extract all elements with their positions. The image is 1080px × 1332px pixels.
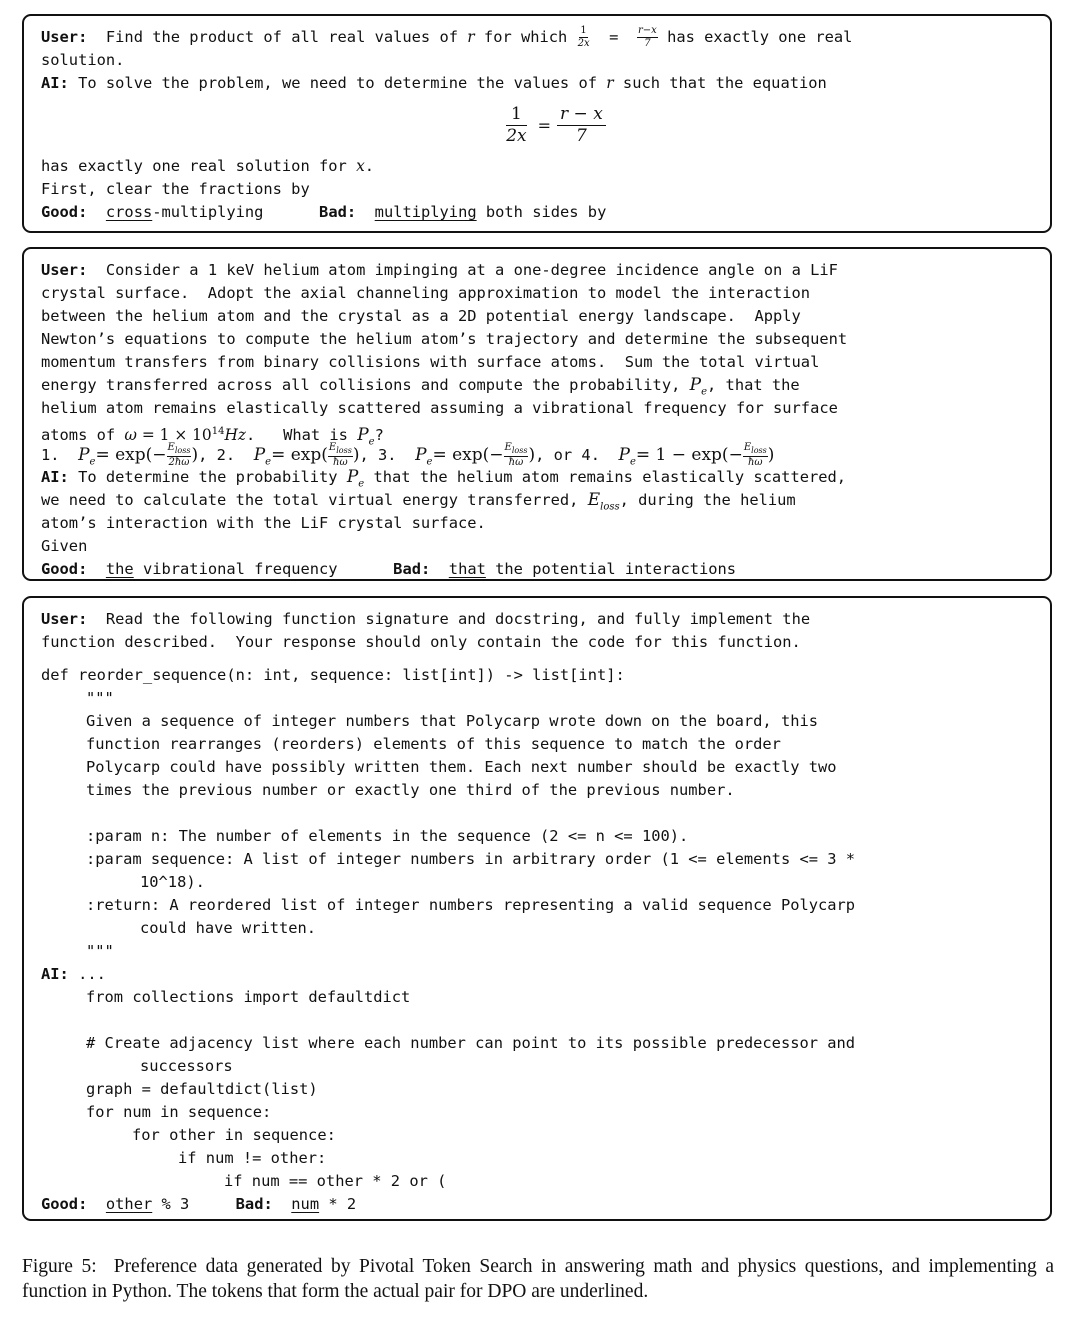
preference-pair bbox=[41, 558, 1034, 581]
question-text: crystal surface. Adopt the axial channeling approximation to model the interaction bbox=[41, 284, 811, 302]
user-label: User: bbox=[41, 610, 88, 628]
math-var: r bbox=[467, 28, 475, 46]
code-line: for num in sequence: bbox=[86, 1103, 272, 1121]
code-line: :return: A reordered list of integer numbers representing a valid sequence Polycarp bbox=[86, 896, 856, 914]
fraction-denominator: 2x bbox=[506, 125, 527, 146]
math-expr: = 1 × 10 bbox=[136, 426, 212, 445]
example-box-code bbox=[22, 596, 1052, 1221]
question-text: solution. bbox=[41, 51, 125, 69]
math-var: x bbox=[356, 157, 365, 175]
code-line: could have written. bbox=[140, 919, 317, 937]
math-pe bbox=[346, 467, 365, 490]
fraction-numerator: r−x bbox=[638, 25, 657, 36]
question-text: Find the product of all real values of bbox=[105, 28, 458, 46]
bad-token: multiplying bbox=[374, 203, 477, 221]
preference-pair bbox=[41, 201, 1034, 224]
equals-sign: = bbox=[609, 28, 619, 46]
ai-label: AI: bbox=[41, 74, 69, 92]
code-line: function rearranges (reorders) elements of this sequence to match the order bbox=[86, 735, 781, 753]
preference-pair bbox=[41, 1193, 1034, 1216]
example-box-math bbox=[22, 14, 1052, 233]
math-var: P bbox=[78, 445, 90, 465]
inline-fraction bbox=[167, 443, 192, 468]
answer-text: such that the equation bbox=[622, 74, 827, 92]
math-pe bbox=[253, 445, 272, 468]
fraction-denominator: 2ħω bbox=[168, 457, 190, 468]
bad-continuation: both sides by bbox=[476, 203, 607, 221]
user-label: User: bbox=[41, 28, 88, 46]
code-line: ... bbox=[78, 965, 106, 983]
fraction-numerator bbox=[328, 443, 353, 457]
question-text: momentum transfers from binary collisions with surface atoms. Sum the total virtual bbox=[41, 353, 820, 371]
math-subscript: e bbox=[89, 456, 96, 468]
math-expr: = 1 − exp(− bbox=[635, 445, 743, 465]
math-subscript: loss bbox=[751, 446, 767, 455]
inline-fraction bbox=[577, 26, 591, 49]
answer-text: To determine the probability bbox=[78, 468, 338, 486]
example-box-physics bbox=[22, 247, 1052, 581]
fraction-denominator: ħω bbox=[333, 457, 348, 468]
figure-label: Figure 5: bbox=[22, 1256, 97, 1277]
fraction-numerator: 1 bbox=[580, 25, 587, 36]
answer-text: that the helium atom remains elastically scattered, bbox=[373, 468, 847, 486]
math-var: ω bbox=[124, 426, 137, 445]
math-subscript: e bbox=[629, 456, 636, 468]
code-line: from collections import defaultdict bbox=[86, 988, 411, 1006]
code-line: :param sequence: A list of integer numbers in arbitrary order (1 <= elements <= 3 * bbox=[86, 850, 856, 868]
inline-fraction bbox=[328, 443, 353, 468]
code-line: if num == other * 2 or ( bbox=[224, 1172, 447, 1190]
code-line: # Create adjacency list where each number can point to its possible predecessor and bbox=[86, 1034, 856, 1052]
question-text: energy transferred across all collisions and compute the probability, bbox=[41, 376, 681, 394]
bad-label: Bad: bbox=[235, 1195, 273, 1213]
answer-options: 1. $P_e= \exp(-$ $\frac{E_{loss}}{2ħ\omega}$ ), 2. $P_e= \exp$( $\frac{E_{loss}}{ħ\omega}$ ), 3. $P_e= \exp(-$ $\frac{E_{loss}}{ħ\omega}$ ), or 4. $P_e= 1 - \exp(-$ $\frac{E_{loss}}{ħ\omega}$ ) bbox=[41, 442, 775, 468]
question-text: has exactly one real bbox=[667, 28, 853, 46]
math-eloss bbox=[587, 490, 620, 513]
math-unit: Hz bbox=[224, 426, 246, 445]
code-line: def reorder_sequence(n: int, sequence: list[int]) -> list[int]: bbox=[41, 666, 625, 684]
math-expr: = exp(− bbox=[432, 445, 504, 465]
math-subscript: loss bbox=[174, 446, 191, 455]
fraction-denominator: 7 bbox=[575, 125, 587, 146]
math-pe bbox=[415, 445, 433, 468]
good-token: the bbox=[105, 560, 134, 578]
math-expr: ) bbox=[191, 445, 199, 465]
question-text: function described. Your response should only contain the code for this function. bbox=[41, 633, 801, 651]
math-subscript: e bbox=[358, 478, 365, 490]
math-var: E bbox=[167, 442, 175, 453]
good-token: cross bbox=[105, 203, 153, 221]
fraction-numerator: 1 bbox=[506, 106, 527, 126]
good-continuation: % 3 bbox=[152, 1195, 190, 1213]
math-subscript: e bbox=[368, 436, 375, 448]
question-text: for which bbox=[483, 28, 568, 46]
fraction-denominator: 7 bbox=[644, 38, 651, 49]
fraction-numerator bbox=[167, 443, 192, 457]
figure-caption bbox=[22, 1254, 1054, 1304]
question-text: atoms of bbox=[41, 426, 116, 445]
math-subscript: e bbox=[265, 456, 272, 468]
question-text: between the helium atom and the crystal as a 2D potential energy landscape. Apply bbox=[41, 307, 801, 325]
math-var: E bbox=[587, 490, 601, 510]
option-number: 1. bbox=[41, 446, 60, 464]
math-var: P bbox=[357, 425, 369, 446]
math-var: E bbox=[743, 442, 752, 453]
answer-text: atom’s interaction with the LiF crystal surface. bbox=[41, 514, 486, 532]
display-equation bbox=[41, 95, 1034, 155]
answer-text: First, clear the fractions by bbox=[41, 180, 310, 198]
math-var: P bbox=[253, 445, 266, 465]
fraction-numerator: r − x bbox=[557, 106, 606, 126]
math-var: E bbox=[504, 442, 512, 453]
code-line: successors bbox=[140, 1057, 233, 1075]
equals-sign: = bbox=[537, 115, 552, 135]
math-var: P bbox=[415, 445, 427, 465]
bad-token: num bbox=[291, 1195, 320, 1213]
good-label: Good: bbox=[41, 560, 88, 578]
math-subscript: e bbox=[426, 456, 433, 468]
bad-continuation: * 2 bbox=[319, 1195, 357, 1213]
math-subscript: e bbox=[701, 386, 708, 398]
fraction-denominator: 2x bbox=[577, 38, 590, 49]
math-var: r bbox=[606, 74, 614, 92]
question-text: Newton’s equations to compute the helium atom’s trajectory and determine the subsequent bbox=[41, 330, 848, 348]
caption-text: Preference data generated by Pivotal Token Search in answering math and physics questions, and implementing a function in Python. The tokens that form the actual pair for DPO are underlined. bbox=[22, 1256, 1054, 1302]
inline-fraction bbox=[637, 26, 658, 49]
math-var: E bbox=[328, 442, 337, 453]
good-continuation: -multiplying bbox=[152, 203, 264, 221]
answer-text: has exactly one real solution for bbox=[41, 157, 347, 175]
question-text: . What is bbox=[246, 426, 348, 445]
answer-text: . bbox=[364, 157, 375, 175]
code-line: """ bbox=[86, 689, 114, 707]
question-text: ? bbox=[374, 426, 384, 445]
code-line: :param n: The number of elements in the sequence (2 <= n <= 100). bbox=[86, 827, 689, 845]
math-expr: ) bbox=[352, 445, 360, 465]
bad-continuation: the potential interactions bbox=[485, 560, 737, 578]
user-label: User: bbox=[41, 261, 88, 279]
answer-text: , during the helium bbox=[619, 491, 796, 509]
option-number: 3. bbox=[378, 446, 397, 464]
math-subscript: loss bbox=[600, 501, 620, 513]
fraction-denominator: ħω bbox=[508, 457, 524, 468]
ai-label: AI: bbox=[41, 965, 69, 983]
math-expr: = exp( bbox=[271, 445, 328, 465]
math-exponent: 14 bbox=[211, 426, 225, 437]
math-var: P bbox=[346, 467, 359, 487]
code-line: Given a sequence of integer numbers that Polycarp wrote down on the board, this bbox=[86, 712, 819, 730]
bad-token: that bbox=[448, 560, 486, 578]
question-text: helium atom remains elastically scattered assuming a vibrational frequency for surface bbox=[41, 399, 838, 417]
answer-text: we need to calculate the total virtual energy transferred, bbox=[41, 491, 579, 509]
math-var: P bbox=[689, 375, 702, 395]
good-label: Good: bbox=[41, 1195, 88, 1213]
code-line: Polycarp could have possibly written them. Each next number should be exactly two bbox=[86, 758, 837, 776]
answer-text: To solve the problem, we need to determine the values of bbox=[78, 74, 597, 92]
math-pe bbox=[689, 375, 708, 398]
fraction-numerator bbox=[504, 443, 529, 457]
ai-label: AI: bbox=[41, 468, 69, 486]
math-subscript: loss bbox=[336, 446, 352, 455]
option-number: 2. bbox=[216, 446, 236, 464]
code-line: for other in sequence: bbox=[132, 1126, 336, 1144]
inline-fraction bbox=[504, 443, 529, 468]
math-var: P bbox=[618, 445, 630, 465]
math-expr: ) bbox=[528, 445, 536, 465]
good-token: other bbox=[105, 1195, 153, 1213]
good-label: Good: bbox=[41, 203, 88, 221]
math-subscript: loss bbox=[511, 446, 528, 455]
code-line: """ bbox=[86, 942, 114, 960]
code-line: times the previous number or exactly one third of the previous number. bbox=[86, 781, 735, 799]
question-text: , that the bbox=[707, 376, 800, 394]
math-pe bbox=[78, 445, 96, 468]
question-text: Read the following function signature and docstring, and fully implement the bbox=[105, 610, 811, 628]
code-line: 10^18). bbox=[140, 873, 205, 891]
option-number: or 4. bbox=[553, 446, 600, 464]
inline-fraction bbox=[743, 443, 768, 468]
math-expr: ) bbox=[767, 445, 775, 465]
question-text: Consider a 1 keV helium atom impinging at a one-degree incidence angle on a LiF bbox=[105, 261, 838, 279]
bad-label: Bad: bbox=[319, 203, 357, 221]
code-line: graph = defaultdict(list) bbox=[86, 1080, 318, 1098]
bad-label: Bad: bbox=[393, 560, 431, 578]
good-continuation: vibrational frequency bbox=[133, 560, 338, 578]
math-expr: = exp(− bbox=[95, 445, 167, 465]
math-pe bbox=[618, 445, 636, 468]
fraction-numerator bbox=[743, 443, 768, 457]
fraction-denominator: ħω bbox=[747, 457, 763, 468]
code-line: if num != other: bbox=[178, 1149, 327, 1167]
answer-text: Given bbox=[41, 537, 88, 555]
